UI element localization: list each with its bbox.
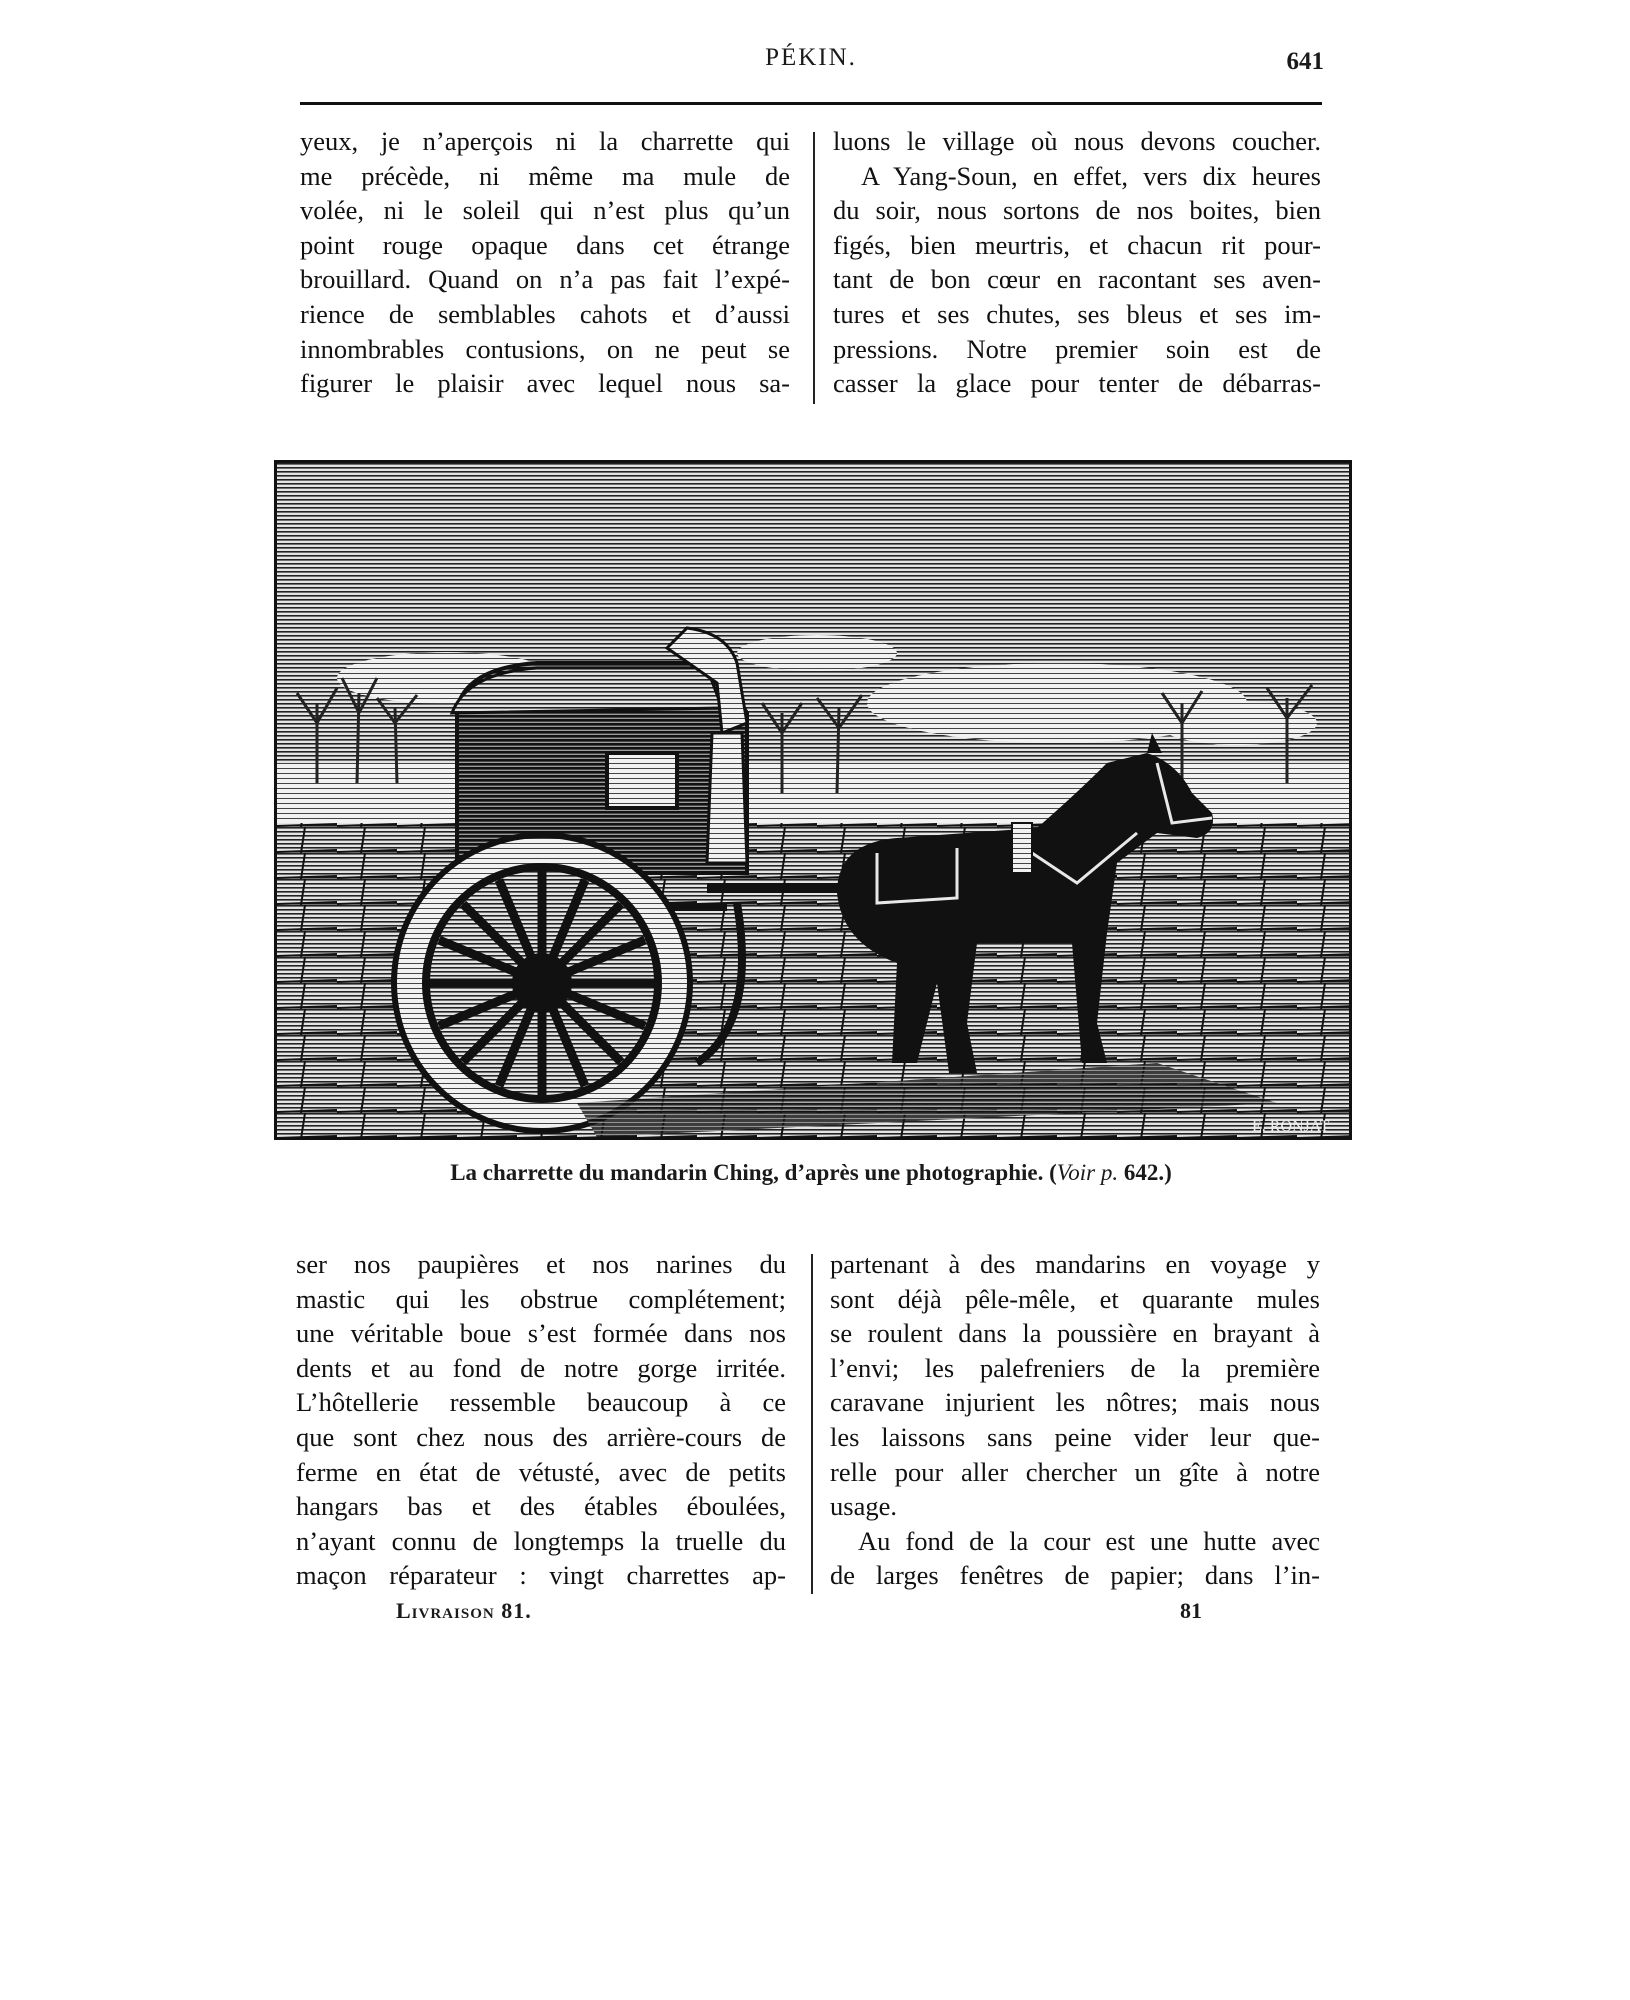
text-line: l’envi; les palefreniers de la première [830, 1352, 1320, 1383]
text-line: rience de semblables cahots et d’aussi [300, 298, 790, 329]
text-line: figés, bien meurtris, et chacun rit pour- [833, 229, 1321, 260]
text-line: mastic qui les obstrue complétement; [296, 1283, 786, 1314]
text-line: ser nos paupières et nos narines du [296, 1249, 786, 1279]
text-line: du soir, nous sortons de nos boites, bien [833, 195, 1321, 226]
text-line: se roulent dans la poussière en brayant à [830, 1318, 1320, 1349]
top-left-column [300, 124, 790, 401]
text-line: point rouge opaque dans cet étrange [300, 229, 790, 260]
text-line: dents et au fond de notre gorge irritée. [296, 1352, 786, 1383]
text-line: tant de bon cœur en racontant ses aven- [833, 264, 1321, 295]
text-line: brouillard. Quand on n’a pas fait l’expé- [300, 264, 790, 295]
bottom-right-column [830, 1247, 1320, 1593]
engraving-illustration [274, 460, 1352, 1140]
text-line: n’ayant connu de longtemps la truelle du [296, 1525, 786, 1556]
top-right-column [833, 124, 1321, 401]
text-line: maçon réparateur : vingt charrettes ap- [296, 1560, 786, 1591]
text-line: L’hôtellerie ressemble beaucoup à ce [296, 1387, 786, 1418]
text-line: les laissons sans peine vider leur que- [830, 1421, 1320, 1452]
text-line: yeux, je n’aperçois ni la charrette qui [300, 126, 790, 156]
bottom-left-column [296, 1247, 786, 1593]
text-line: innombrables contusions, on ne peut se [300, 333, 790, 364]
running-head [300, 44, 1322, 84]
text-line: de larges fenêtres de papier; dans l’in- [830, 1560, 1320, 1591]
text-line: tures et ses chutes, ses bleus et ses im- [833, 298, 1321, 329]
text-line: luons le village où nous devons coucher. [833, 126, 1321, 156]
livraison-number: Livraison 81. [396, 1598, 532, 1623]
page-number: 641 [1286, 48, 1324, 75]
cart-wheel [394, 835, 690, 1131]
text-line: caravane injurient les nôtres; mais nous [830, 1387, 1320, 1418]
text-line: usage. [830, 1491, 897, 1522]
text-line: sont déjà pêle-mêle, et quarante mules [830, 1283, 1320, 1314]
figure-caption [300, 1160, 1322, 1186]
running-title: PÉKIN. [765, 44, 857, 71]
text-line: figurer le plaisir avec lequel nous sa- [300, 368, 790, 399]
header-rule [300, 102, 1322, 105]
engraver-signature: E. RONJAT [1252, 1118, 1330, 1135]
text-line: relle pour aller chercher un gîte à notre [830, 1456, 1320, 1487]
column-divider [811, 1254, 813, 1594]
text-line: partenant à des mandarins en voyage y [830, 1249, 1320, 1279]
text-line: casser la glace pour tenter de débarras- [833, 368, 1321, 399]
text-line: volée, ni le soleil qui n’est plus qu’un [300, 195, 790, 226]
cart-and-mule-engraving [277, 463, 1349, 1137]
text-line: me précède, ni même ma mule de [300, 160, 790, 191]
text-line: que sont chez nous des arrière-cours de [296, 1421, 786, 1452]
text-line: ferme en état de vétusté, avec de petits [296, 1456, 786, 1487]
text-line: une véritable boue s’est formée dans nos [296, 1318, 786, 1349]
text-line: A Yang-Soun, en effet, vers dix heures [861, 160, 1321, 191]
text-line: hangars bas et des étables éboulées, [296, 1491, 786, 1522]
caption-main: La charrette du mandarin Ching, d’après une photographie. ( [450, 1160, 1057, 1185]
caption-reference: Voir p. [1056, 1160, 1119, 1185]
caption-page: 642.) [1118, 1160, 1172, 1185]
signature-mark: 81 [1180, 1598, 1202, 1623]
column-divider [813, 132, 815, 404]
text-line: Au fond de la cour est une hutte avec [858, 1525, 1320, 1556]
text-line: pressions. Notre premier soin est de [833, 333, 1321, 364]
